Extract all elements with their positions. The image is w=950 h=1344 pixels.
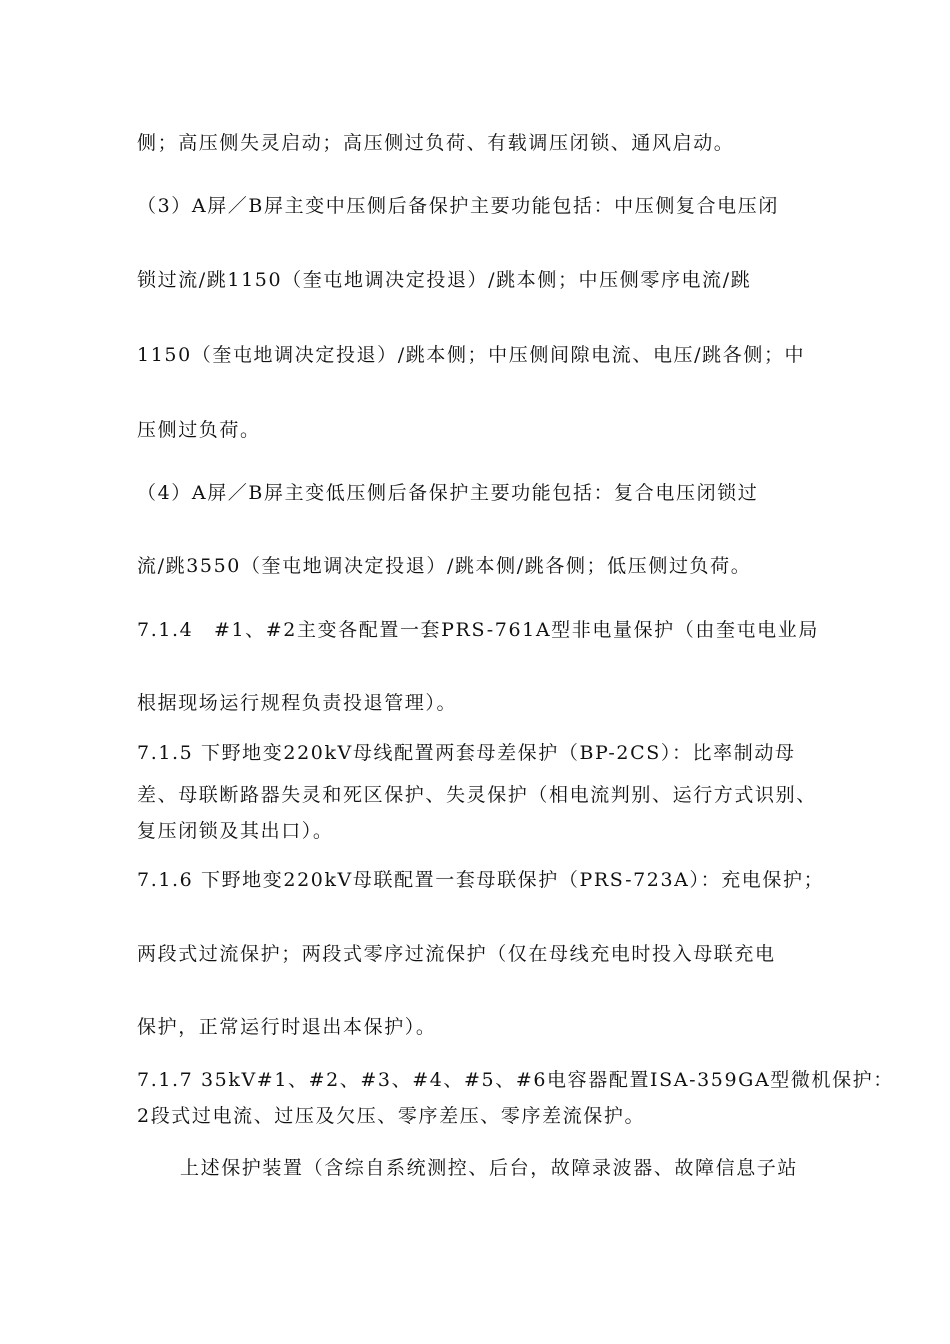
text-line: 侧；高压侧失灵启动；高压侧过负荷、有载调压闭锁、通风启动。 <box>137 132 735 154</box>
text-line: 7.1.6 下野地变220kV母联配置一套母联保护（PRS-723A）：充电保护； <box>137 869 825 891</box>
text-line: 2段式过电流、过压及欠压、零序差压、零序差流保护。 <box>137 1105 646 1127</box>
text-line: 两段式过流保护；两段式零序过流保护（仅在母线充电时投入母联充电 <box>137 943 776 965</box>
text-line: 锁过流/跳1150（奎屯地调决定投退）/跳本侧；中压侧零序电流/跳 <box>137 269 752 291</box>
text-line: 保护，正常运行时退出本保护）。 <box>137 1016 437 1038</box>
text-line: （3）A屏／B屏主变中压侧后备保护主要功能包括：中压侧复合电压闭 <box>137 195 779 217</box>
text-line: 复压闭锁及其出口）。 <box>137 820 334 842</box>
text-line: 上述保护装置（含综自系统测控、后台，故障录波器、故障信息子站 <box>180 1157 799 1179</box>
text-line: 流/跳3550（奎屯地调决定投退）/跳本侧/跳各侧；低压侧过负荷。 <box>137 555 752 577</box>
text-line: 差、母联断路器失灵和死区保护、失灵保护（相电流判别、运行方式识别、 <box>137 784 817 806</box>
text-line: 根据现场运行规程负责投退管理）。 <box>137 692 458 714</box>
text-line: （4）A屏／B屏主变低压侧后备保护主要功能包括：复合电压闭锁过 <box>137 482 759 504</box>
text-line: 7.1.7 35kV#1、#2、#3、#4、#5、#6电容器配置ISA-359GA型微机保护： <box>137 1069 894 1091</box>
text-line: 1150（奎屯地调决定投退）/跳本侧；中压侧间隙电流、电压/跳各侧；中 <box>137 344 806 366</box>
text-line: 7.1.4 #1、#2主变各配置一套PRS-761A型非电量保护（由奎屯电业局 <box>137 619 819 641</box>
text-line: 7.1.5 下野地变220kV母线配置两套母差保护（BP-2CS）：比率制动母 <box>137 742 796 764</box>
text-line: 压侧过负荷。 <box>137 419 261 441</box>
